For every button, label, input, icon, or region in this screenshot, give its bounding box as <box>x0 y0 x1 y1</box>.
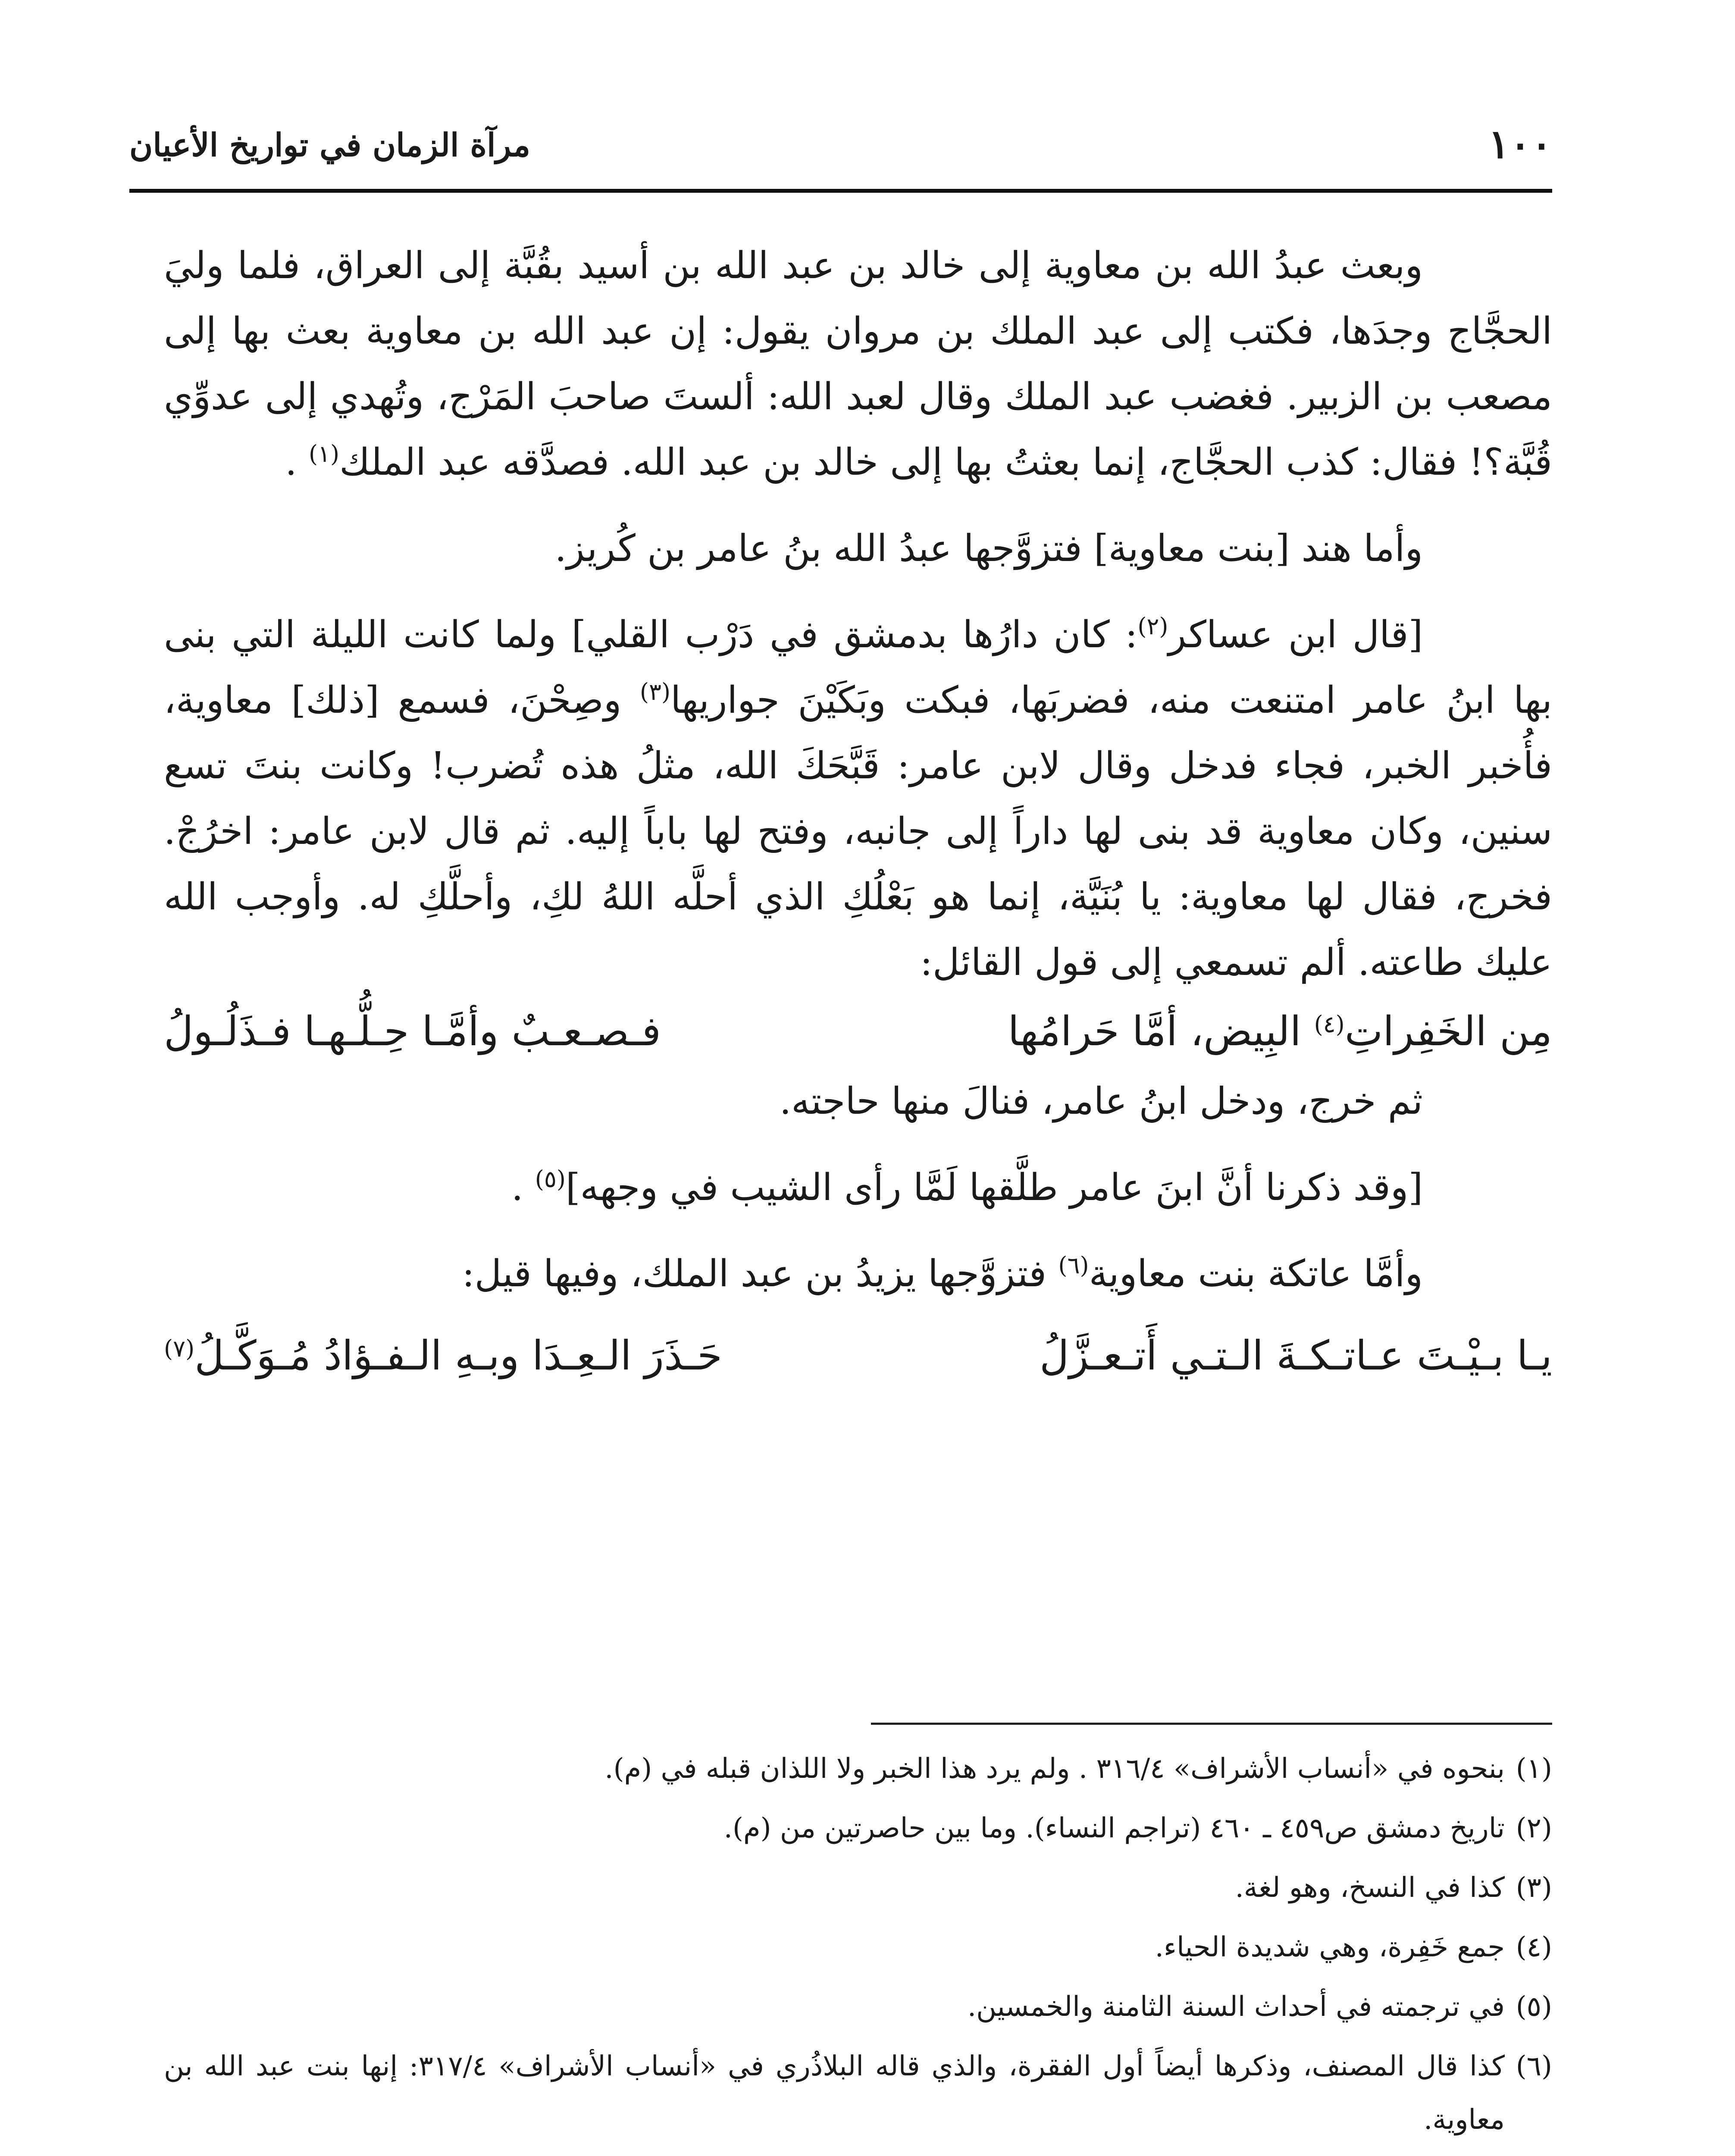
footnote-text: كذا في النسخ، وهو لغة. <box>1235 1872 1505 1904</box>
paragraph-3-part-b: : كان دارُها بدمشق في دَرْب القلي] ولما كانت الليلة التي بنى بها ابنُ عامر امتنعت منه، فضربَها، فبكت وبَكَيْنَ جواريها <box>164 613 1552 722</box>
paragraph-3-part-a: [قال ابن عساكر <box>1168 613 1423 656</box>
footnote-ref-6: (٦) <box>1058 1252 1089 1279</box>
footnote-number: (٥) <box>1516 1991 1552 2023</box>
header-rule <box>129 189 1552 193</box>
paragraph-6-part-b: فتزوَّجها يزيدُ بن عبد الملك، وفيها قيل: <box>462 1252 1059 1295</box>
footnote-ref-5: (٥) <box>535 1166 566 1193</box>
page-header <box>129 116 1552 172</box>
footnotes <box>164 1742 1552 2156</box>
paragraph-5-end: . <box>511 1166 535 1209</box>
footnote-4 <box>164 1921 1552 1974</box>
verse-2-second-text: حَـذَرَ الـعِـدَا وبـهِ الـفـؤادُ مُـوَكَّـلُ <box>194 1332 723 1379</box>
paragraph-1-end: . <box>285 441 309 484</box>
footnote-text: تاريخ دمشق ص٤٥٩ ـ ٤٦٠ (تراجم النساء). وما بين حاصرتين من (م). <box>723 1812 1505 1844</box>
paragraph-3 <box>164 602 1552 995</box>
page-number: ١٠٠ <box>1488 121 1552 167</box>
footnote-text: في ترجمته في أحداث السنة الثامنة والخمسين. <box>967 1991 1505 2023</box>
verse-1-first-post: البِيض، أمَّا حَرامُها <box>1008 1008 1314 1055</box>
running-title: مرآة الزمان في تواريخ الأعيان <box>129 127 530 164</box>
footnote-6 <box>164 2040 1552 2147</box>
paragraph-6 <box>164 1241 1552 1307</box>
footnote-number: (٣) <box>1516 1872 1552 1904</box>
verse-1-first-pre: مِن الخَفِراتِ <box>1344 1008 1552 1055</box>
footnote-ref-4: (٤) <box>1314 1011 1345 1038</box>
paragraph-1-text: وبعث عبدُ الله بن معاوية إلى خالد بن عبد الله بن أسيد بقُبَّة إلى العراق، فلما وليَ الحجَّاج وجدَها، فكتب إلى عبد الملك بن مروان يقول: إن عبد الله بن معاوية بعث بها إلى مصعب بن الزبير. فغضب عبد الملك وقال لعبد الله: ألستَ صاحبَ المَرْج، وتُهدي إلى عدوِّي قُبَّة؟! فقال: كذب الحجَّاج، إنما بعثتُ بها إلى خالد بن عبد الله. فصدَّقه عبد الملك <box>164 244 1553 484</box>
footnote-5 <box>164 1980 1552 2034</box>
verse-1-second-hemistich: فـصـعـبٌ وأمَّـا حِـلُّـهـا فـذَلُـولُ <box>164 1008 661 1055</box>
footnote-ref-1: (١) <box>308 440 340 467</box>
main-text <box>164 233 1552 1393</box>
footnote-3 <box>164 1861 1552 1915</box>
paragraph-6-part-a: وأمَّا عاتكة بنت معاوية <box>1089 1252 1423 1295</box>
verse-2-first-hemistich: يـا بـيْـتَ عـاتـكـةَ الـتـي أَتـعـزَّلُ <box>1040 1332 1552 1379</box>
footnote-1 <box>164 1742 1552 1796</box>
verse-2 <box>164 1319 1552 1393</box>
verse-1 <box>164 995 1552 1069</box>
footnote-number: (٦) <box>1516 2050 1553 2082</box>
footnote-separator <box>871 1723 1552 1725</box>
paragraph-2: وأما هند [بنت معاوية] فتزوَّجها عبدُ الله بنُ عامر بن كُريز. <box>554 527 1423 570</box>
paragraph-5-text: [وقد ذكرنا أنَّ ابنَ عامر طلَّقها لَمَّا رأى الشيب في وجهه] <box>565 1166 1423 1209</box>
footnote-text: جمع خَفِرة، وهي شديدة الحياء. <box>1155 1931 1505 1963</box>
verse-1-first-hemistich <box>1008 995 1552 1069</box>
paragraph-1 <box>164 233 1552 495</box>
footnote-number: (١) <box>1516 1753 1552 1785</box>
footnote-2 <box>164 1802 1552 1855</box>
footnote-number: (٤) <box>1516 1931 1552 1963</box>
verse-2-second-hemistich <box>164 1319 722 1393</box>
footnote-ref-3: (٣) <box>639 678 671 705</box>
footnote-ref-7: (٧) <box>164 1335 195 1362</box>
footnote-ref-2: (٢) <box>1137 613 1168 640</box>
footnote-number <box>1505 2153 1552 2156</box>
paragraph-3-part-c: وصِحْنَ، فسمع [ذلك] معاوية، فأُخبر الخبر، فجاء فدخل وقال لابن عامر: قَبَّحَكَ الله، مثلُ هذه تُضرب! وكانت بنتَ تسع سنين، وكان معاوية قد بنى لها داراً إلى جانبه، وفتح لها باباً إليه. ثم قال لابن عامر: اخرُجْ. فخرج، فقال لها معاوية: يا بُنَيَّة، إنما هو بَعْلُكِ الذي أحلَّه اللهُ لكِ، وأحلَّكِ له. وأوجب الله عليك طاعته. ألم تسمعي إلى قول القائل: <box>164 679 1552 984</box>
paragraph-5 <box>164 1155 1552 1220</box>
footnote-7 <box>164 2153 1552 2156</box>
footnote-text: بنحوه في «أنساب الأشراف» ٣١٦/٤ . ولم يرد هذا الخبر ولا اللذان قبله في (م). <box>604 1753 1505 1785</box>
paragraph-4: ثم خرج، ودخل ابنُ عامر، فنالَ منها حاجته. <box>779 1080 1423 1123</box>
footnote-text: كذا قال المصنف، وذكرها أيضاً أول الفقرة، والذي قاله البلاذُري في «أنساب الأشراف» ٣١٧/٤: إنها بنت عبد الله بن معاوية. <box>164 2050 1505 2136</box>
footnote-number: (٢) <box>1516 1812 1552 1844</box>
